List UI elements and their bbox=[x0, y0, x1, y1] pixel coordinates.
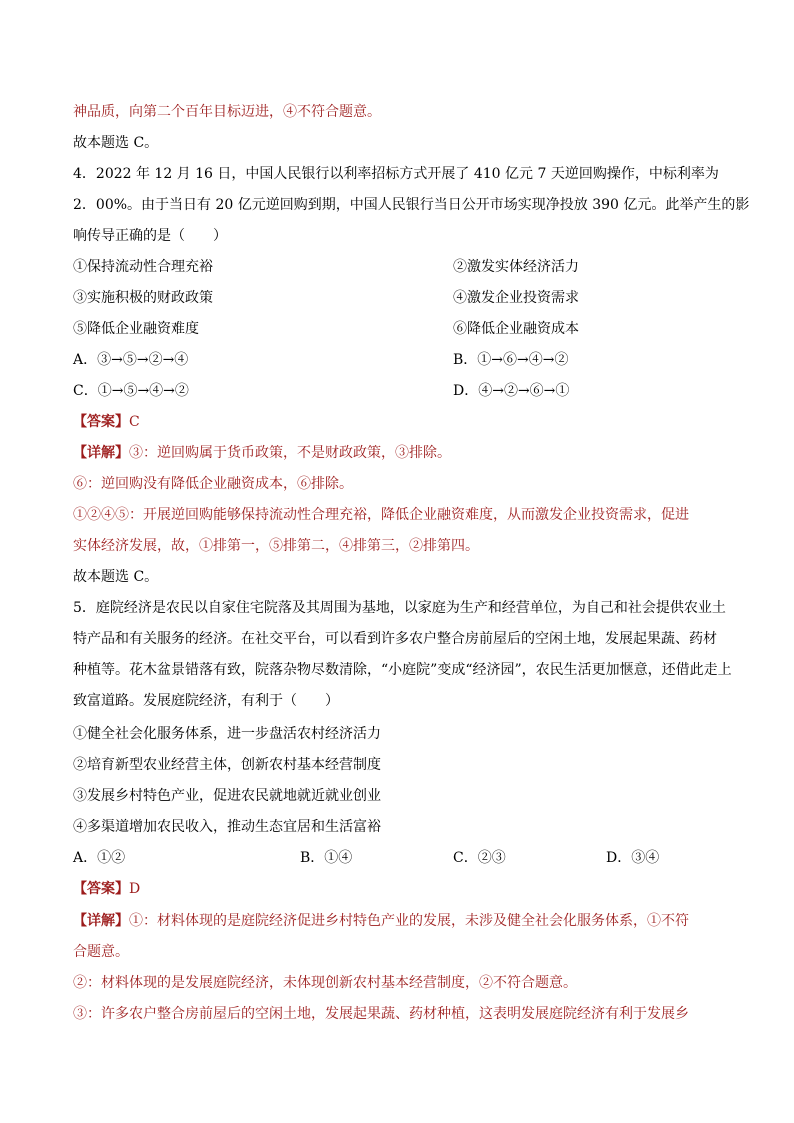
choice-a: A．③→⑤→②→④ bbox=[73, 352, 189, 368]
detail-tag: 【详解】 bbox=[73, 445, 129, 461]
option-item: ⑥降低企业融资成本 bbox=[453, 321, 579, 337]
choice-d: D．④→②→⑥→① bbox=[453, 383, 570, 399]
choice-a: A．①② bbox=[73, 850, 126, 866]
option-item: ④激发企业投资需求 bbox=[453, 290, 579, 306]
detail-text: ①：材料体现的是庭院经济促进乡村特色产业的发展，未涉及健全社会化服务体系，①不符 bbox=[129, 913, 689, 929]
option-item: ①保持流动性合理充裕 bbox=[73, 259, 213, 275]
option-item: ③发展乡村特色产业，促进农民就地就近就业创业 bbox=[73, 788, 381, 804]
answer-tag: 【答案】 bbox=[73, 414, 129, 430]
detail-text: ③：逆回购属于货币政策，不是财政政策，③排除。 bbox=[129, 445, 451, 461]
choice-b: B．①→⑥→④→② bbox=[453, 352, 569, 368]
question-4-stem: 4．2022 年 12 月 16 日，中国人民银行以利率招标方式开展了 410 亿元 7 天逆回购操作，中标利率为 bbox=[73, 166, 719, 182]
detail-tag: 【详解】 bbox=[73, 913, 129, 929]
question-5-stem: 5．庭院经济是农民以自家住宅院落及其周围为基地，以家庭为生产和经营单位，为自己和社会提供农业土 bbox=[73, 600, 726, 616]
option-item: ③实施积极的财政政策 bbox=[73, 290, 213, 306]
choice-c: C．②③ bbox=[453, 850, 506, 866]
question-4-stem: 响传导正确的是（ ） bbox=[73, 228, 227, 244]
choice-d: D．③④ bbox=[606, 850, 660, 866]
question-5-stem: 种植等。花木盆景错落有致，院落杂物尽数清除，“小庭院”变成“经济园”，农民生活更加惬意，还借此走上 bbox=[73, 662, 732, 678]
text-line: 故本题选 C。 bbox=[73, 135, 159, 151]
detail-line bbox=[73, 912, 689, 930]
detail-text: 实体经济发展，故，①排第一，⑤排第二，④排第三，②排第四。 bbox=[73, 538, 479, 554]
choice-c: C．①→⑤→④→② bbox=[73, 383, 189, 399]
choice-b: B．①④ bbox=[300, 850, 353, 866]
option-item: ⑤降低企业融资难度 bbox=[73, 321, 199, 337]
option-item: ②激发实体经济活力 bbox=[453, 259, 579, 275]
detail-text: ③：许多农户整合房前屋后的空闲土地，发展起果蔬、药材种植，这表明发展庭院经济有利于发展乡 bbox=[73, 1006, 689, 1022]
detail-text: ①②④⑤：开展逆回购能够保持流动性合理充裕，降低企业融资难度，从而激发企业投资需求，促进 bbox=[73, 507, 689, 523]
text-line: 故本题选 C。 bbox=[73, 569, 159, 585]
answer-value: D bbox=[129, 881, 141, 897]
question-4-stem: 2．00%。由于当日有 20 亿元逆回购到期，中国人民银行当日公开市场实现净投放 390 亿元。此举产生的影 bbox=[73, 197, 750, 213]
detail-text: ②：材料体现的是发展庭院经济，未体现创新农村基本经营制度，②不符合题意。 bbox=[73, 975, 577, 991]
option-item: ①健全社会化服务体系，进一步盘活农村经济活力 bbox=[73, 726, 381, 742]
answer-line bbox=[73, 413, 140, 431]
answer-tag: 【答案】 bbox=[73, 881, 129, 897]
detail-text: 合题意。 bbox=[73, 944, 129, 960]
question-5-stem: 致富道路。发展庭院经济，有利于（ ） bbox=[73, 693, 339, 709]
text-line: 神品质，向第二个百年目标迈进，④不符合题意。 bbox=[73, 104, 381, 120]
question-5-stem: 特产品和有关服务的经济。在社交平台，可以看到许多农户整合房前屋后的空闲土地，发展起果蔬、药材 bbox=[73, 631, 717, 647]
answer-value: C bbox=[129, 414, 140, 430]
detail-line bbox=[73, 444, 451, 462]
option-item: ②培育新型农业经营主体，创新农村基本经营制度 bbox=[73, 757, 381, 773]
option-item: ④多渠道增加农民收入，推动生态宜居和生活富裕 bbox=[73, 819, 381, 835]
answer-line bbox=[73, 880, 140, 898]
detail-text: ⑥：逆回购没有降低企业融资成本，⑥排除。 bbox=[73, 476, 353, 492]
